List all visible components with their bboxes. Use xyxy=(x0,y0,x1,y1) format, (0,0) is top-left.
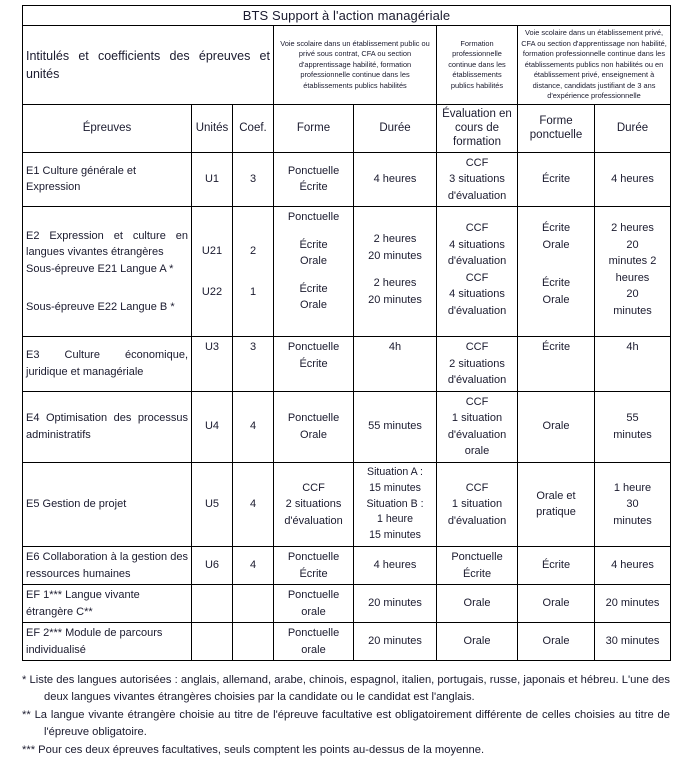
row-unite-ef1 xyxy=(192,585,233,623)
row-forme-ponctuelle-e4: Orale xyxy=(518,391,595,462)
row-evaluation-e5: CCF 1 situation d'évaluation xyxy=(437,462,518,546)
intitules-label: Intitulés et coefficients des épreuves et unités xyxy=(23,26,274,105)
row-evaluation-e3: CCF 2 situations d'évaluation xyxy=(437,337,518,392)
row-unite-e2 xyxy=(192,207,233,337)
row-evaluation-e6: Ponctuelle Écrite xyxy=(437,547,518,585)
row-duree-ponctuelle-e22: 2 heures 20 minutes xyxy=(613,255,657,317)
group-note-non-habilite: Voie scolaire dans un établissement privé, CFA ou section d'apprentissage non habilité, formation professionnelle continue dans les établissements publics non habilités ou en établissement privé, enseignement à distance, candidats justifiant de 3 ans d'expérience professionnelle xyxy=(518,26,671,105)
group-note-public-habilite: Voie scolaire dans un établissement public ou privé sous contrat, CFA ou section d'apprentissage habilité, formation professionnelle continue dans les établissements publics habilités xyxy=(274,26,437,105)
footnote-langues: * Liste des langues autorisées : anglais, allemand, arabe, chinois, espagnol, italien, portugais, russe, japonais et hébreu. L'une des deux langues vivantes étrangères choisies par la candidate ou le candidat est l'anglais. xyxy=(22,674,670,704)
column-header-row xyxy=(23,104,671,152)
column-header-forme: Forme xyxy=(274,104,354,152)
row-forme-ponctuelle-ef1: Orale xyxy=(518,585,595,623)
row-unite-e22: U22 xyxy=(201,286,223,299)
row-forme-e5: CCF 2 situations d'évaluation xyxy=(274,462,354,546)
table-row xyxy=(23,391,671,462)
row-forme-ponctuelle-e22: Écrite Orale xyxy=(541,277,571,306)
row-unite-e4: U4 xyxy=(192,391,233,462)
row-duree-e3: 4h xyxy=(354,337,437,392)
row-duree-ponctuelle-e2 xyxy=(595,207,671,337)
row-duree-ponctuelle-e3: 4h xyxy=(595,337,671,392)
row-forme-ponctuelle-e6: Écrite xyxy=(518,547,595,585)
row-forme-e22: Écrite Orale xyxy=(299,282,328,312)
row-coef-e22: 1 xyxy=(249,286,257,299)
row-forme-e6: Ponctuelle Écrite xyxy=(274,547,354,585)
row-evaluation-ef1: Orale xyxy=(437,585,518,623)
row-coef-e1: 3 xyxy=(233,152,274,207)
column-header-epreuves: Épreuves xyxy=(23,104,192,152)
footnote-langue-facultative: ** La langue vivante étrangère choisie au titre de l'épreuve facultative est obligatoirement différente de celles choisies au titre de l'épreuve obligatoire. xyxy=(22,709,670,739)
row-forme-e3: Ponctuelle Écrite xyxy=(274,337,354,392)
row-coef-e4: 4 xyxy=(233,391,274,462)
table-row xyxy=(23,547,671,585)
table-row xyxy=(23,462,671,546)
row-coef-ef2 xyxy=(233,623,274,661)
row-duree-e6: 4 heures xyxy=(354,547,437,585)
row-unite-e21: U21 xyxy=(201,244,223,257)
row-forme-ponctuelle-e2 xyxy=(518,207,595,337)
table-row xyxy=(23,207,671,337)
row-epreuve-e21: Sous-épreuve E21 Langue A * xyxy=(26,262,174,275)
row-duree-ponctuelle-e1: 4 heures xyxy=(595,152,671,207)
row-evaluation-e4: CCF 1 situation d'évaluation orale xyxy=(437,391,518,462)
table-row xyxy=(23,337,671,392)
row-forme-ef2: Ponctuelle orale xyxy=(274,623,354,661)
row-unite-e5: U5 xyxy=(192,462,233,546)
row-forme-e1: Ponctuelle Écrite xyxy=(274,152,354,207)
row-unite-e6: U6 xyxy=(192,547,233,585)
row-forme-ponctuelle-e3: Écrite xyxy=(518,337,595,392)
column-header-duree-ponctuelle: Durée xyxy=(595,104,671,152)
row-epreuve-e3: E3 Culture économique, juridique et managériale xyxy=(23,337,192,392)
column-header-coef: Coef. xyxy=(233,104,274,152)
row-duree-ponctuelle-ef1: 20 minutes xyxy=(595,585,671,623)
table-row xyxy=(23,152,671,207)
row-coef-e2 xyxy=(233,207,274,337)
row-epreuve-e2 xyxy=(23,207,192,337)
page-title: BTS Support à l'action managériale xyxy=(23,6,671,26)
row-forme-ef1: Ponctuelle orale xyxy=(274,585,354,623)
row-unite-e1: U1 xyxy=(192,152,233,207)
column-header-evaluation-ccf: Évaluation en cours de formation xyxy=(437,104,518,152)
row-coef-e6: 4 xyxy=(233,547,274,585)
row-evaluation-e21: CCF 4 situations d'évaluation xyxy=(447,222,507,268)
row-evaluation-ef2: Orale xyxy=(437,623,518,661)
row-duree-ponctuelle-e21: 2 heures 20 minutes xyxy=(608,222,654,268)
row-duree-ponctuelle-e5: 1 heure 30 minutes xyxy=(595,462,671,546)
row-epreuve-e4: E4 Optimisation des processus administratifs xyxy=(23,391,192,462)
row-duree-ponctuelle-e4: 55 minutes xyxy=(595,391,671,462)
row-epreuve-e22: Sous-épreuve E22 Langue B * xyxy=(26,301,175,314)
row-duree-e1: 4 heures xyxy=(354,152,437,207)
column-header-duree: Durée xyxy=(354,104,437,152)
group-note-formation-continue: Formation professionnelle continue dans les établissements publics habilités xyxy=(437,26,518,105)
row-epreuve-e1: E1 Culture générale et Expression xyxy=(23,152,192,207)
column-header-forme-ponctuelle: Forme ponctuelle xyxy=(518,104,595,152)
row-coef-ef1 xyxy=(233,585,274,623)
qualification-table xyxy=(22,5,671,661)
row-epreuve-ef2: EF 2*** Module de parcours individualisé xyxy=(23,623,192,661)
row-evaluation-e22: CCF 4 situations d'évaluation xyxy=(447,271,507,317)
row-forme-e2 xyxy=(274,207,354,337)
row-forme-ponctuelle-ef2: Orale xyxy=(518,623,595,661)
footnotes-block xyxy=(22,672,670,760)
row-duree-ef2: 20 minutes xyxy=(354,623,437,661)
row-forme-ponctuelle-e21: Écrite Orale xyxy=(541,222,571,251)
row-duree-ponctuelle-ef2: 30 minutes xyxy=(595,623,671,661)
column-header-unites: Unités xyxy=(192,104,233,152)
row-epreuve-ef1: EF 1*** Langue vivante étrangère C** xyxy=(23,585,192,623)
row-duree-e21: 2 heures 20 minutes xyxy=(368,233,422,262)
row-forme-e4: Ponctuelle Orale xyxy=(274,391,354,462)
row-duree-e2 xyxy=(354,207,437,337)
row-epreuve-e2-lead: E2 Expression et culture en langues vivantes étrangères xyxy=(26,229,188,259)
row-duree-ef1: 20 minutes xyxy=(354,585,437,623)
row-forme-e2-lead: Ponctuelle xyxy=(287,211,340,224)
footnote-points-moyenne: *** Pour ces deux épreuves facultatives, seuls comptent les points au-dessus de la moyenne. xyxy=(22,744,485,757)
row-unite-e3: U3 xyxy=(192,337,233,392)
table-title-row xyxy=(23,6,671,26)
group-header-row xyxy=(23,26,671,105)
row-forme-e21: Écrite Orale xyxy=(299,238,328,268)
row-duree-e22: 2 heures 20 minutes xyxy=(368,277,422,306)
table-row xyxy=(23,585,671,623)
row-unite-ef2 xyxy=(192,623,233,661)
row-coef-e21: 2 xyxy=(249,244,257,257)
row-forme-ponctuelle-e1: Écrite xyxy=(518,152,595,207)
row-epreuve-e5: E5 Gestion de projet xyxy=(23,462,192,546)
row-epreuve-e6: E6 Collaboration à la gestion des ressources humaines xyxy=(23,547,192,585)
row-evaluation-e1: CCF 3 situations d'évaluation xyxy=(437,152,518,207)
row-coef-e3: 3 xyxy=(233,337,274,392)
row-coef-e5: 4 xyxy=(233,462,274,546)
table-row xyxy=(23,623,671,661)
row-forme-ponctuelle-e5: Orale et pratique xyxy=(518,462,595,546)
row-evaluation-e2 xyxy=(437,207,518,337)
row-duree-ponctuelle-e6: 4 heures xyxy=(595,547,671,585)
row-duree-e4: 55 minutes xyxy=(354,391,437,462)
row-duree-e5: Situation A : 15 minutes Situation B : 1 heure 15 minutes xyxy=(354,462,437,546)
